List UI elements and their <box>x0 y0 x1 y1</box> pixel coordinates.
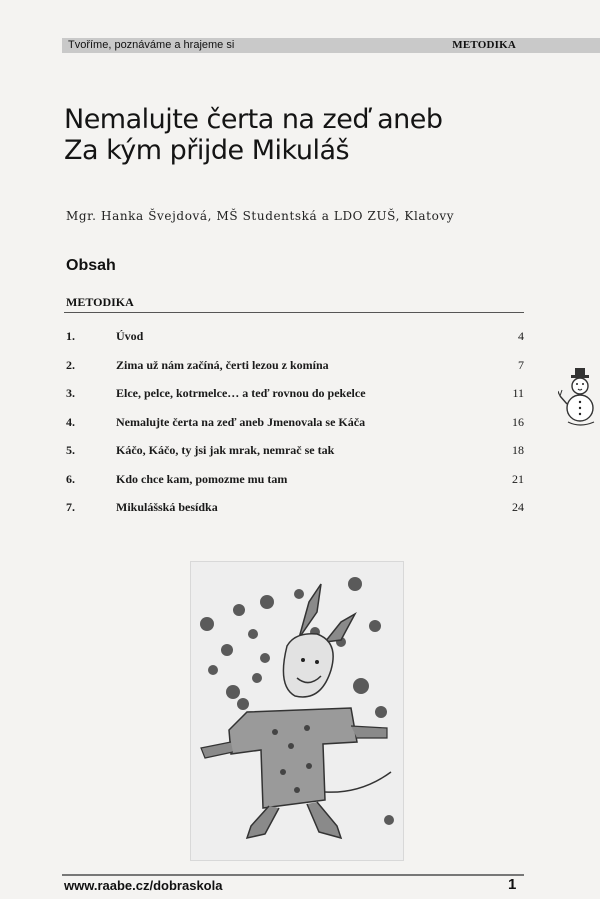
toc-item[interactable] <box>66 322 524 351</box>
author-line: Mgr. Hanka Švejdová, MŠ Studentská a LDO ZUŠ, Klatovy <box>66 209 455 223</box>
toc-divider <box>64 312 524 313</box>
snowman-icon <box>558 366 600 430</box>
toc-item-number: 4. <box>66 414 75 429</box>
toc-item[interactable] <box>66 465 524 494</box>
footer-divider <box>62 874 524 876</box>
toc-item[interactable] <box>66 436 524 465</box>
toc-item-page: 21 <box>512 471 524 486</box>
toc-item-title: Mikulášská besídka <box>116 500 218 514</box>
toc-item-page: 16 <box>512 414 524 429</box>
page-number: 1 <box>508 876 517 893</box>
toc-item-title: Kdo chce kam, pomozme mu tam <box>116 471 288 486</box>
header-section-label: METODIKA <box>452 39 516 51</box>
contents-heading: Obsah <box>66 257 116 274</box>
toc-item-page: 4 <box>518 329 524 343</box>
toc-item-number: 6. <box>66 471 75 486</box>
toc-item[interactable] <box>66 493 524 522</box>
running-header <box>62 38 600 53</box>
toc-item-number: 1. <box>66 329 75 343</box>
article-title-line2: Za kým přijde Mikuláš <box>64 135 350 166</box>
toc-item[interactable] <box>66 408 524 437</box>
article-title-line1: Nemalujte čerta na zeď aneb <box>64 104 443 135</box>
toc-item-number: 5. <box>66 443 75 457</box>
toc-item-page: 18 <box>512 443 524 457</box>
toc-item-page: 7 <box>518 357 524 372</box>
toc-item-title: Nemalujte čerta na zeď aneb Jmenovala se Káča <box>116 414 366 429</box>
toc-item-number: 2. <box>66 357 75 372</box>
table-of-contents <box>66 322 524 522</box>
toc-item-title: Zima už nám začíná, čerti lezou z komína <box>116 357 329 372</box>
toc-section-label: METODIKA <box>66 295 134 309</box>
footer-url-link[interactable]: www.raabe.cz/dobraskola <box>64 878 223 893</box>
toc-item-title: Káčo, Káčo, ty jsi jak mrak, nemrač se tak <box>116 443 335 457</box>
header-series-title: Tvoříme, poznáváme a hrajeme si <box>68 39 235 51</box>
toc-item-number: 7. <box>66 500 75 514</box>
child-drawing-image <box>190 561 404 861</box>
devil-drawing <box>191 562 403 860</box>
toc-item-title: Elce, pelce, kotrmelce… a teď rovnou do pekelce <box>116 386 366 400</box>
toc-item-title: Úvod <box>116 329 144 343</box>
toc-item-page: 24 <box>512 500 524 514</box>
toc-item[interactable] <box>66 379 524 408</box>
toc-item-number: 3. <box>66 386 75 400</box>
toc-item-page: 11 <box>512 386 524 400</box>
toc-item[interactable] <box>66 351 524 380</box>
article-title <box>64 104 544 166</box>
